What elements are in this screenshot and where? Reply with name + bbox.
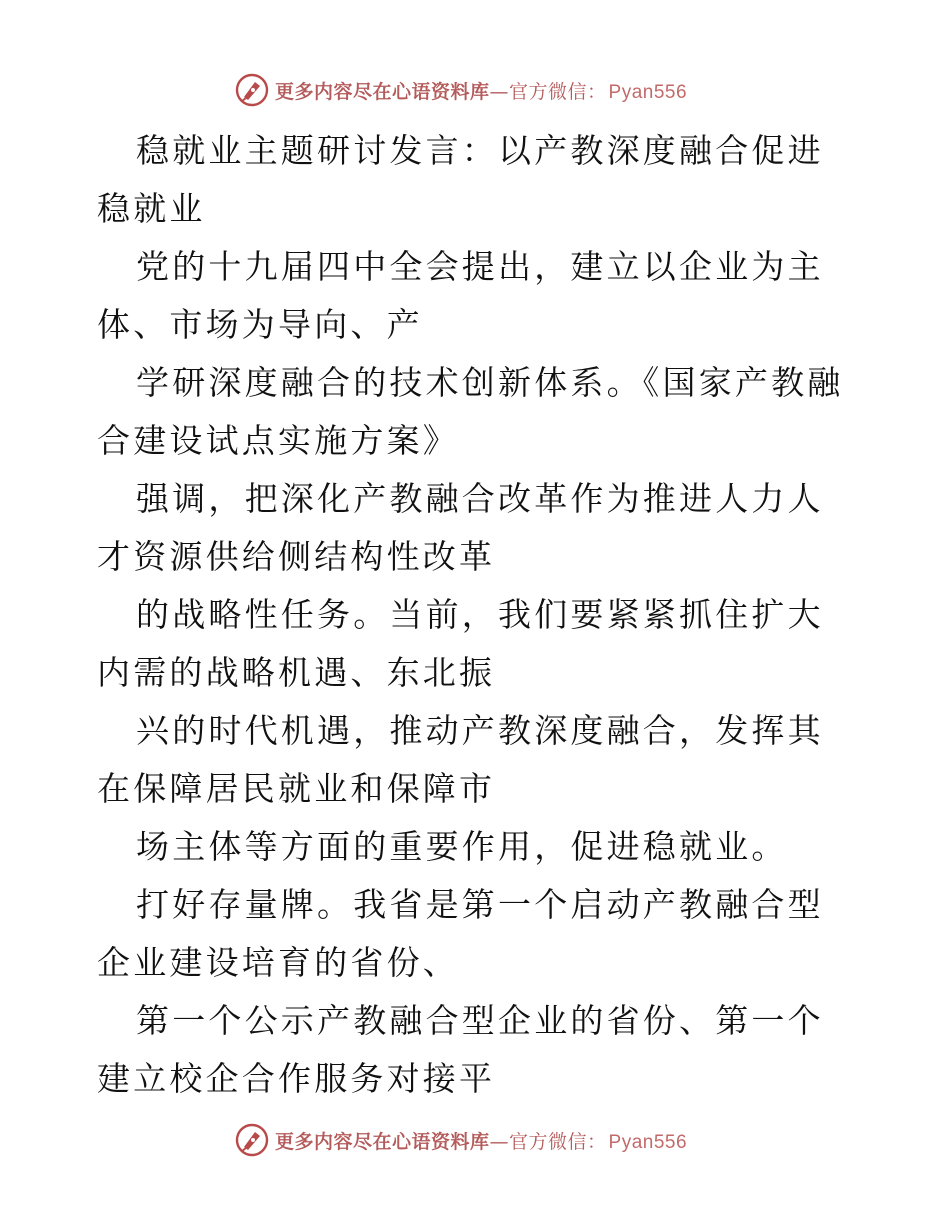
watermark-header <box>235 73 687 107</box>
paragraph: 场主体等方面的重要作用，促进稳就业。 <box>136 827 788 866</box>
watermark-id: Pyan556 <box>608 1131 688 1153</box>
paragraph: 打好存量牌。我省是第一个启动产教融合型企业建设培育的省份、 <box>97 885 824 982</box>
watermark-text <box>275 1127 687 1154</box>
document-body <box>97 122 857 1108</box>
watermark-label: 官方微信： <box>509 1130 607 1153</box>
watermark-footer <box>235 1123 687 1157</box>
pen-nib-circle-icon <box>235 73 269 107</box>
pen-nib-circle-icon <box>235 1123 269 1157</box>
watermark-brand: 更多内容尽在心语资料库 <box>275 80 490 103</box>
paragraph: 兴的时代机遇，推动产教深度融合，发挥其在保障居民就业和保障市 <box>97 711 824 808</box>
paragraph: 的战略性任务。当前，我们要紧紧抓住扩大内需的战略机遇、东北振 <box>97 595 824 692</box>
paragraph: 党的十九届四中全会提出，建立以企业为主体、市场为导向、产 <box>97 247 824 344</box>
paragraph: 学研深度融合的技术创新体系。《国家产教融合建设试点实施方案》 <box>97 363 844 460</box>
watermark-dash: — <box>489 80 510 103</box>
watermark-id: Pyan556 <box>608 81 688 103</box>
paragraph: 强调，把深化产教融合改革作为推进人力人才资源供给侧结构性改革 <box>97 479 824 576</box>
paragraph-title: 稳就业主题研讨发言：以产教深度融合促进稳就业 <box>97 131 824 228</box>
watermark-label: 官方微信： <box>509 80 607 103</box>
watermark-text <box>275 77 687 104</box>
paragraph: 第一个公示产教融合型企业的省份、第一个建立校企合作服务对接平 <box>97 1001 824 1098</box>
watermark-dash: — <box>489 1130 510 1153</box>
watermark-brand: 更多内容尽在心语资料库 <box>275 1130 490 1153</box>
